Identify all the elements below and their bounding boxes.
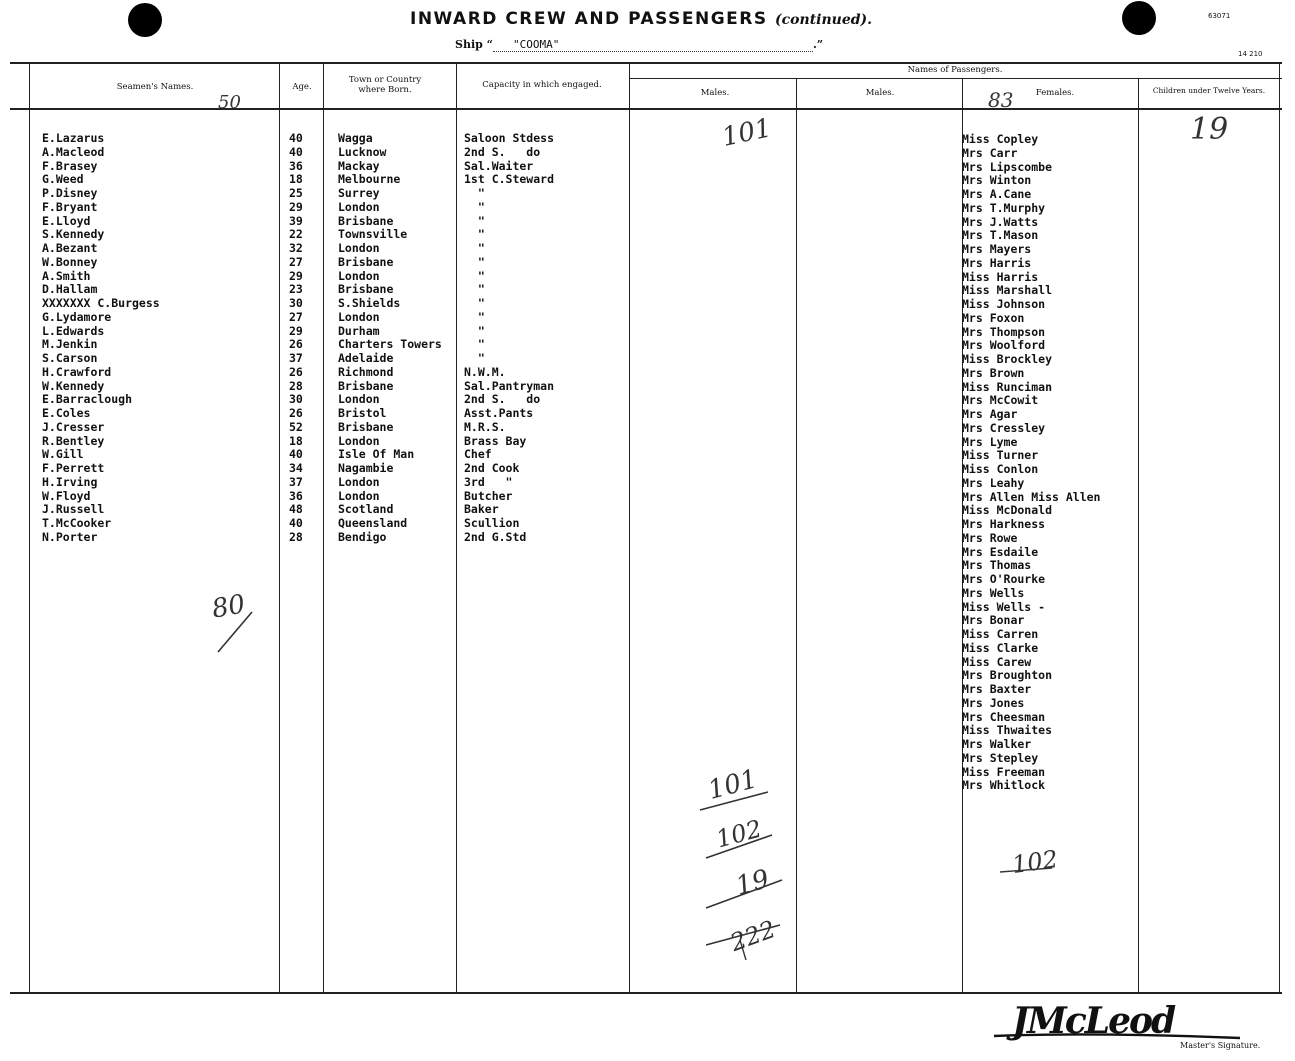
crew-name: L.Edwards [42, 323, 105, 338]
female-passenger: Miss Copley [962, 132, 1039, 146]
crew-born: Queensland [338, 516, 408, 530]
crew-capacity: 3rd " [464, 474, 513, 489]
crew-capacity: " [464, 323, 485, 338]
crew-name: T.McCooker [42, 516, 112, 530]
crew-name: F.Brasey [42, 158, 98, 173]
crew-age: 22 [289, 227, 303, 242]
female-passenger: Mrs Harris [962, 255, 1032, 270]
crew-born: Bristol [338, 406, 387, 420]
annotation-crew-total: 80 [209, 589, 248, 625]
crew-born: Townsville [338, 227, 408, 242]
female-passenger: Mrs J.Watts [962, 214, 1039, 229]
header-age: Age. [292, 82, 312, 92]
header-children: Children under Twelve Years. [1152, 86, 1266, 95]
female-passenger: Mrs Leahy [962, 475, 1025, 490]
signature-caption: Master's Signature. [1180, 1041, 1261, 1050]
crew-name: G.Weed [42, 172, 84, 187]
female-passenger: Miss Thwaites [962, 723, 1053, 738]
header-born: Town or Country where Born. [348, 75, 422, 95]
crew-age: 34 [289, 461, 303, 475]
crew-age: 37 [289, 474, 303, 489]
female-passenger: Mrs Harkness [962, 517, 1046, 531]
female-passenger: Miss McDonald [962, 503, 1053, 518]
female-passenger: Mrs Thomas [962, 558, 1032, 573]
crew-capacity: Butcher [464, 488, 513, 503]
female-passenger: Miss Harris [962, 269, 1039, 284]
crew-capacity: " [464, 213, 485, 228]
ship-name: "COOMA" [493, 38, 813, 52]
crew-name: W.Kennedy [42, 378, 105, 393]
female-passenger: Mrs Cheesman [962, 709, 1046, 724]
header-passengers: Names of Passengers. [907, 65, 1003, 75]
crew-age: 40 [289, 144, 303, 159]
crew-born: London [338, 474, 380, 489]
crew-capacity: " [464, 282, 485, 297]
female-passenger: Mrs Walker [962, 737, 1032, 751]
crew-born: Durham [338, 323, 380, 338]
crew-capacity: 2nd G.Std [464, 529, 527, 544]
crew-age: 37 [289, 351, 303, 365]
female-passenger: Mrs Mayers [962, 242, 1032, 256]
annotation-sum-total: 222 [726, 915, 780, 957]
crew-name: F.Bryant [42, 199, 98, 214]
female-passenger: Miss Runciman [962, 379, 1053, 394]
crew-capacity: 2nd S. do [464, 392, 541, 407]
female-passenger: Mrs Thompson [962, 324, 1046, 339]
crew-name: A.Smith [42, 268, 91, 283]
female-passenger: Mrs Lyme [962, 434, 1018, 449]
crew-born: S.Shields [338, 296, 401, 310]
crew-born: London [338, 309, 380, 324]
crew-name: S.Carson [42, 351, 98, 365]
crew-capacity: 2nd S. do [464, 144, 541, 159]
crew-capacity: " [464, 186, 485, 200]
annotation-males-total: 101 [719, 113, 775, 153]
crew-born: London [338, 433, 380, 448]
crew-born: London [338, 392, 380, 407]
crew-born: Surrey [338, 186, 380, 200]
crew-age: 40 [289, 131, 303, 145]
master-signature: JMcLeod [1012, 1000, 1175, 1042]
form-number: 63071 [1208, 12, 1231, 20]
crew-born: Brisbane [338, 254, 394, 269]
crew-capacity: Saloon Stdess [464, 131, 555, 145]
crew-age: 30 [289, 296, 303, 310]
female-passenger: Mrs T.Mason [962, 228, 1039, 243]
crew-name: E.Coles [42, 406, 91, 420]
crew-name: A.Bezant [42, 241, 98, 255]
female-passenger: Mrs Carr [962, 145, 1018, 160]
crew-age: 52 [289, 419, 303, 434]
form-sub-number: 14 210 [1238, 50, 1263, 58]
crew-name: M.Jenkin [42, 337, 98, 352]
female-passenger: Mrs Whitlock [962, 778, 1046, 793]
crew-born: Adelaide [338, 351, 394, 365]
crew-age: 25 [289, 186, 303, 200]
crew-capacity: Asst.Pants [464, 406, 534, 420]
crew-age: 40 [289, 516, 303, 530]
crew-age: 18 [289, 433, 303, 448]
crew-age: 28 [289, 378, 303, 393]
crew-capacity: Sal.Waiter [464, 158, 534, 173]
female-passenger: Mrs Winton [962, 173, 1032, 188]
female-passenger: Mrs T.Murphy [962, 200, 1046, 215]
female-passenger: Miss Marshall [962, 283, 1053, 298]
crew-born: Isle Of Man [338, 447, 415, 462]
header-males-2: Males. [865, 88, 895, 98]
crew-name: XXXXXXX C.Burgess [42, 296, 160, 310]
crew-name: P.Disney [42, 186, 98, 200]
crew-age: 29 [289, 323, 303, 338]
crew-born: Charters Towers [338, 337, 442, 352]
title-text: INWARD CREW AND PASSENGERS [410, 9, 768, 29]
crew-born: London [338, 199, 380, 214]
crew-born: Brisbane [338, 213, 394, 228]
female-passenger: Mrs Bonar [962, 613, 1025, 628]
crew-age: 27 [289, 309, 303, 324]
female-passenger: Mrs Foxon [962, 310, 1025, 325]
crew-name: A.Macleod [42, 144, 105, 159]
header-females: Females. [1035, 88, 1075, 98]
female-passenger: Mrs Esdaile [962, 544, 1039, 559]
title-continued: (continued). [775, 12, 873, 28]
crew-name: G.Lydamore [42, 309, 112, 324]
crew-born: Scotland [338, 502, 394, 517]
crew-capacity: Scullion [464, 516, 520, 530]
crew-capacity: " [464, 337, 485, 352]
crew-born: Melbourne [338, 172, 401, 187]
female-passenger: Mrs A.Cane [962, 187, 1032, 201]
crew-capacity: " [464, 254, 485, 269]
crew-name: N.Porter [42, 529, 98, 544]
crew-capacity: " [464, 227, 485, 242]
crew-born: Bendigo [338, 529, 387, 544]
crew-capacity: M.R.S. [464, 419, 506, 434]
crew-age: 28 [289, 529, 303, 544]
crew-capacity: N.W.M. [464, 364, 506, 379]
crew-name: W.Bonney [42, 254, 98, 269]
female-passenger: Mrs Cressley [962, 420, 1046, 435]
crew-capacity: Sal.Pantryman [464, 378, 555, 393]
ship-close: .” [812, 38, 824, 51]
crew-name: W.Gill [42, 447, 84, 462]
female-passenger: Mrs Woolford [962, 338, 1046, 353]
crew-name: D.Hallam [42, 282, 98, 297]
crew-age: 39 [289, 213, 303, 228]
crew-age: 18 [289, 172, 303, 187]
crew-born: Wagga [338, 131, 373, 145]
annotation-children-total: 19 [1190, 112, 1229, 147]
annotation-seamen-count: 50 [218, 92, 241, 113]
crew-capacity: Baker [464, 502, 499, 517]
female-passenger: Mrs Wells [962, 585, 1025, 600]
crew-age: 26 [289, 337, 303, 352]
crew-born: London [338, 488, 380, 503]
female-passenger: Mrs Agar [962, 407, 1018, 421]
crew-name: E.Lloyd [42, 213, 91, 228]
female-passenger: Mrs Rowe [962, 530, 1018, 545]
crew-age: 32 [289, 241, 303, 255]
female-passenger: Mrs Brown [962, 365, 1025, 380]
header-seamen: Seamen's Names. [116, 82, 194, 92]
crew-born: Nagambie [338, 461, 394, 475]
crew-born: Brisbane [338, 282, 394, 297]
crew-age: 40 [289, 447, 303, 462]
crew-capacity: " [464, 268, 485, 283]
crew-born: Richmond [338, 364, 394, 379]
female-passenger: Miss Wells - [962, 599, 1046, 614]
crew-age: 30 [289, 392, 303, 407]
crew-name: F.Perrett [42, 461, 105, 475]
crew-age: 23 [289, 282, 303, 297]
female-passenger: Mrs Stepley [962, 750, 1039, 765]
female-passenger: Miss Clarke [962, 640, 1039, 655]
female-passenger: Miss Carren [962, 627, 1039, 641]
crew-capacity: " [464, 309, 485, 324]
female-passenger: Mrs Allen Miss Allen [962, 489, 1101, 504]
crew-born: Lucknow [338, 144, 387, 159]
female-passenger: Miss Brockley [962, 352, 1053, 366]
female-passenger: Miss Freeman [962, 764, 1046, 779]
crew-age: 26 [289, 406, 303, 420]
crew-born: London [338, 241, 380, 255]
crew-name: S.Kennedy [42, 227, 105, 242]
female-passenger: Miss Carew [962, 654, 1032, 669]
crew-name: H.Crawford [42, 364, 112, 379]
crew-capacity: Brass Bay [464, 433, 527, 448]
crew-name: E.Lazarus [42, 131, 105, 145]
female-passenger: Miss Turner [962, 448, 1039, 463]
crew-capacity: " [464, 241, 485, 255]
annotation-females-count: 83 [988, 88, 1014, 112]
header-capacity: Capacity in which engaged. [482, 80, 602, 90]
female-passenger: Mrs Broughton [962, 668, 1053, 683]
female-passenger: Mrs Baxter [962, 682, 1032, 696]
crew-age: 29 [289, 268, 303, 283]
female-passenger: Miss Johnson [962, 297, 1046, 311]
crew-name: W.Floyd [42, 488, 91, 503]
crew-name: J.Cresser [42, 419, 105, 434]
crew-name: J.Russell [42, 502, 105, 517]
header-males-1: Males. [700, 88, 730, 98]
female-passenger: Miss Conlon [962, 462, 1039, 476]
crew-age: 36 [289, 488, 303, 503]
crew-name: H.Irving [42, 474, 98, 489]
crew-age: 29 [289, 199, 303, 214]
female-passenger: Mrs McCowit [962, 393, 1039, 408]
crew-capacity: Chef [464, 447, 492, 462]
female-passenger: Mrs Jones [962, 695, 1025, 710]
annotation-females-total: 102 [1010, 844, 1060, 880]
annotation-sum-1: 101 [704, 764, 761, 806]
crew-name: E.Barraclough [42, 392, 133, 407]
crew-born: Brisbane [338, 378, 394, 393]
crew-capacity: 1st C.Steward [464, 172, 555, 187]
crew-age: 26 [289, 364, 303, 379]
crew-capacity: 2nd Cook [464, 461, 520, 475]
crew-capacity: " [464, 296, 485, 310]
crew-name: R.Bentley [42, 433, 105, 448]
crew-born: Mackay [338, 158, 380, 173]
ship-label: Ship “ [455, 38, 493, 51]
female-passenger: Mrs Lipscombe [962, 159, 1053, 174]
crew-age: 48 [289, 502, 303, 517]
annotation-sum-2: 102 [713, 814, 765, 854]
crew-age: 27 [289, 254, 303, 269]
crew-born: Brisbane [338, 419, 394, 434]
crew-age: 36 [289, 158, 303, 173]
female-passenger: Mrs O'Rourke [962, 572, 1046, 586]
crew-capacity: " [464, 199, 485, 214]
annotation-sum-3: 19 [732, 864, 773, 902]
crew-capacity: " [464, 351, 485, 365]
crew-born: London [338, 268, 380, 283]
